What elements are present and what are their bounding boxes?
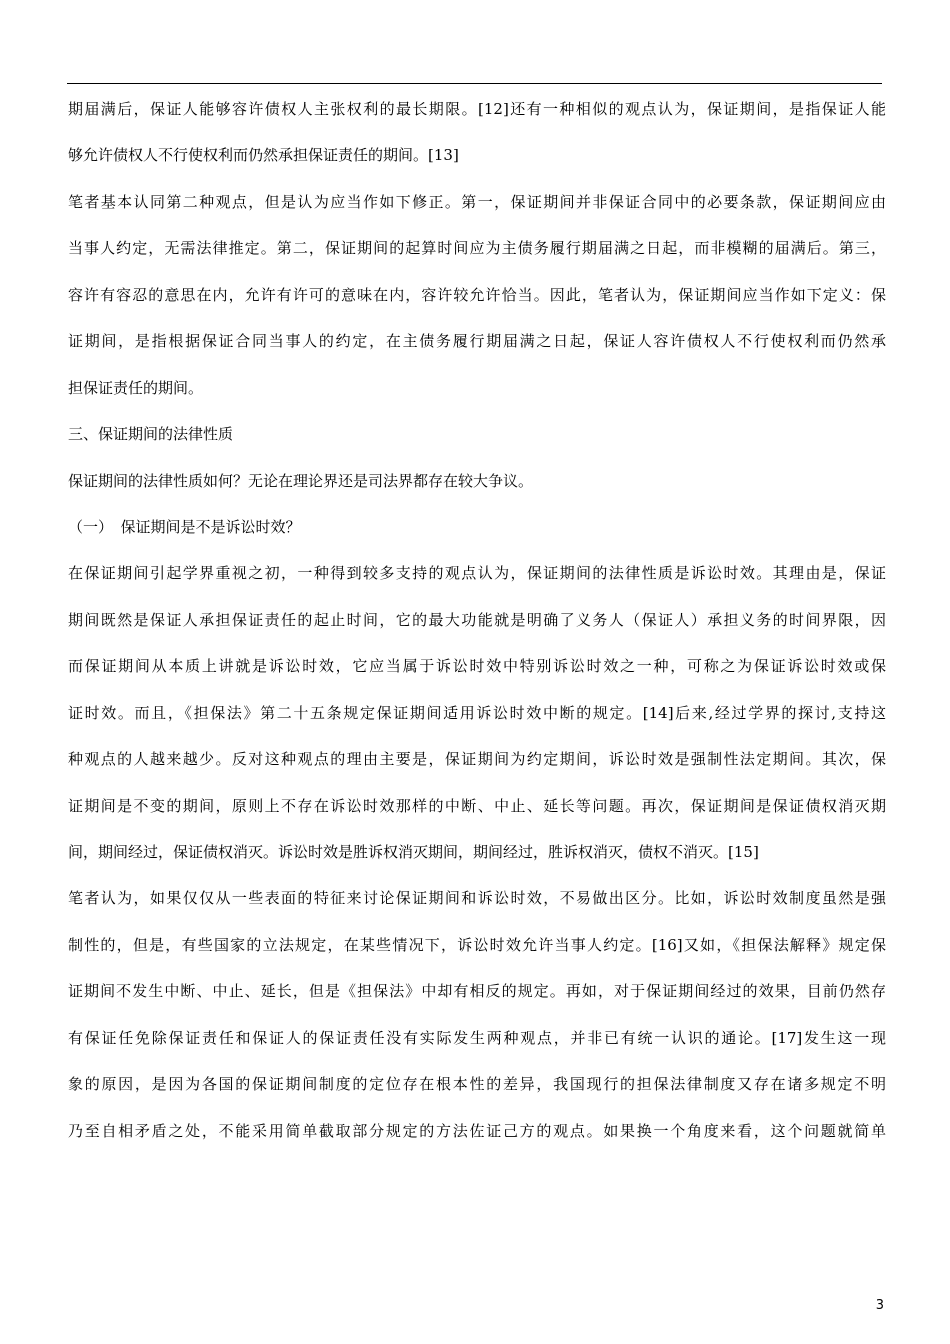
text-line: 保证期间的法律性质如何？无论在理论界还是司法界都存在较大争议。 bbox=[68, 471, 534, 490]
text-line: 而保证期间从本质上讲就是诉讼时效，它应当属于诉讼时效中特别诉讼时效之一种，可称之为保证诉讼时效或保 bbox=[68, 657, 886, 676]
text-line: 笔者认为，如果仅仅从一些表面的特征来讨论保证期间和诉讼时效，不易做出区分。比如，诉讼时效制度虽然是强 bbox=[68, 889, 886, 908]
text-line: 象的原因，是因为各国的保证期间制度的定位存在根本性的差异，我国现行的担保法律制度又存在诸多规定不明 bbox=[68, 1075, 886, 1094]
text-line: 容许有容忍的意思在内，允许有许可的意味在内，容许较允许恰当。因此，笔者认为，保证期间应当作如下定义：保 bbox=[68, 285, 886, 304]
text-line: 期间既然是保证人承担保证责任的起止时间，它的最大功能就是明确了义务人（保证人）承担义务的时间界限，因 bbox=[68, 610, 886, 629]
text-line: 当事人约定，无需法律推定。第二，保证期间的起算时间应为主债务履行期届满之日起，而非模糊的届满后。第三， bbox=[68, 239, 886, 258]
document-body bbox=[68, 86, 886, 1154]
section-heading: 三、保证期间的法律性质 bbox=[68, 425, 234, 444]
text-line: 笔者基本认同第二种观点，但是认为应当作如下修正。第一，保证期间并非保证合同中的必要条款，保证期间应由 bbox=[68, 192, 886, 211]
text-line: 证期间不发生中断、中止、延长，但是《担保法》中却有相反的规定。再如，对于保证期间经过的效果，目前仍然存 bbox=[68, 982, 886, 1001]
subsection-heading: （一） 保证期间是不是诉讼时效？ bbox=[68, 517, 301, 536]
text-line: 有保证任免除保证责任和保证人的保证责任没有实际发生两种观点，并非已有统一认识的通论。[17]发生这一现 bbox=[68, 1028, 886, 1047]
text-line: 担保证责任的期间。 bbox=[68, 378, 204, 397]
text-line: 证时效。而且，《担保法》第二十五条规定保证期间适用诉讼时效中断的规定。[14]后来,经过学界的探讨,支持这 bbox=[68, 703, 886, 722]
text-line: 在保证期间引起学界重视之初，一种得到较多支持的观点认为，保证期间的法律性质是诉讼时效。其理由是，保证 bbox=[68, 564, 886, 583]
text-line: 间，期间经过，保证债权消灭。诉讼时效是胜诉权消灭期间，期间经过，胜诉权消灭，债权不消灭。[15] bbox=[68, 843, 759, 861]
page-number: 3 bbox=[875, 1298, 884, 1313]
text-line: 够允许债权人不行使权利而仍然承担保证责任的期间。[13] bbox=[68, 146, 459, 165]
text-line: 制性的，但是，有些国家的立法规定，在某些情况下，诉讼时效允许当事人约定。[16]又如，《担保法解释》规定保 bbox=[68, 935, 886, 954]
text-line: 证期间是不变的期间，原则上不存在诉讼时效那样的中断、中止、延长等问题。再次，保证期间是保证债权消灭期 bbox=[68, 796, 886, 815]
text-line: 乃至自相矛盾之处，不能采用简单截取部分规定的方法佐证己方的观点。如果换一个角度来看，这个问题就简单 bbox=[68, 1121, 886, 1140]
header-rule bbox=[67, 83, 882, 84]
text-line: 证期间，是指根据保证合同当事人的约定，在主债务履行期届满之日起，保证人容许债权人不行使权利而仍然承 bbox=[68, 332, 886, 351]
text-line: 期届满后，保证人能够容许债权人主张权利的最长期限。[12]还有一种相似的观点认为，保证期间，是指保证人能 bbox=[68, 100, 886, 118]
text-line: 种观点的人越来越少。反对这种观点的理由主要是，保证期间为约定期间，诉讼时效是强制性法定期间。其次，保 bbox=[68, 750, 886, 769]
